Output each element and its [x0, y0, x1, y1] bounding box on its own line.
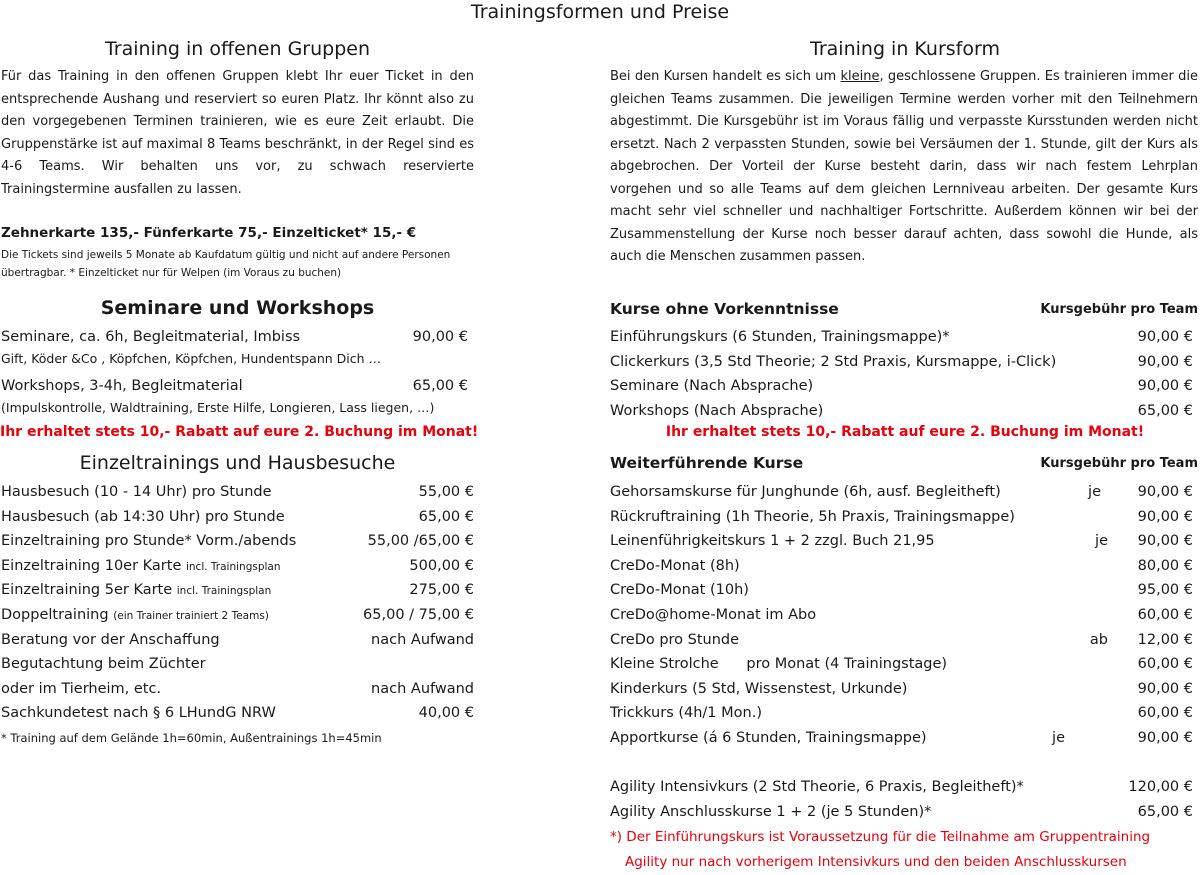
advanced-row: [610, 701, 1193, 726]
beginner-row: [610, 399, 1193, 424]
beginner-row: [610, 325, 1193, 350]
advanced-row: [610, 529, 1193, 554]
individual-row: [1, 578, 474, 603]
open-groups-heading: Training in offenen Gruppen: [104, 38, 371, 60]
individual-price: 500,00 €: [409, 557, 474, 574]
individual-label: [1, 652, 206, 678]
left-discount-note: Ihr erhaltet stets 10,- Rabatt auf eure 2. Buchung im Monat!: [0, 424, 479, 440]
individual-label: [1, 701, 276, 727]
individual-price: 275,00 €: [409, 582, 474, 599]
individual-label: [1, 677, 161, 703]
beginner-fee-label: Kursgebühr pro Team: [1040, 302, 1198, 317]
beginner-price: 90,00 €: [1137, 378, 1193, 395]
advanced-price: 90,00 €: [1137, 680, 1193, 697]
courses-paragraph: [610, 66, 1198, 269]
individual-label-text: Sachkundetest nach § 6 LHundG NRW: [1, 705, 276, 722]
advanced-row: [610, 603, 1193, 628]
beginner-price: 90,00 €: [1137, 329, 1193, 345]
advanced-label: [610, 578, 749, 603]
individual-label: [1, 628, 220, 654]
beginner-price: 90,00 €: [1137, 353, 1193, 370]
seminar-row: [1, 325, 468, 350]
advanced-label-text: Rückruftraining (1h Theorie, 5h Praxis, Trainingsmappe): [610, 508, 1015, 525]
individual-heading: Einzeltrainings und Hausbesuche: [79, 452, 396, 474]
advanced-label: [610, 726, 927, 751]
individual-row: [1, 677, 474, 702]
advanced-row: [610, 677, 1193, 702]
page-title: Trainingsformen und Preise: [470, 1, 730, 23]
advanced-qualifier: je: [1052, 730, 1065, 746]
advanced-row: [610, 578, 1193, 603]
advanced-price: 60,00 €: [1137, 656, 1193, 673]
advanced-row: [610, 628, 1193, 653]
advanced-label-text: CreDo-Monat (10h): [610, 582, 749, 599]
advanced-label: [610, 603, 816, 628]
individual-label-text: Einzeltraining 10er Karte: [1, 557, 186, 574]
individual-label-text: Begutachtung beim Züchter: [1, 656, 206, 673]
prerequisite-note-1: *) Der Einführungskurs ist Voraussetzung für die Teilnahme am Gruppentraining: [610, 829, 1151, 845]
courses-paragraph-part1: Bei den Kursen handelt es sich um: [610, 69, 841, 84]
beginner-label: [610, 325, 950, 350]
courses-heading: Training in Kursform: [810, 38, 1000, 60]
individual-label-detail: incl. Trainingsplan: [185, 560, 281, 573]
individual-row: [1, 505, 474, 530]
advanced-price: 95,00 €: [1137, 582, 1193, 599]
ticket-note-2: übertragbar. * Einzelticket nur für Welpen (im Voraus zu buchen): [1, 267, 342, 279]
advanced-label-text: Trickkurs (4h/1 Mon.): [610, 705, 762, 722]
advanced-price: 60,00 €: [1137, 607, 1193, 623]
individual-label-text: Einzeltraining pro Stunde* Vorm./abends: [1, 533, 297, 550]
beginner-label: [610, 399, 823, 424]
individual-footnote: * Training auf dem Gelände 1h=60min, Außentrainings 1h=45min: [1, 731, 382, 745]
advanced-label-text: Kleine Strolche pro Monat (4 Trainingstage): [610, 656, 948, 673]
advanced-label-text: Gehorsamskurse für Junghunde (6h, ausf. Begleitheft): [610, 484, 1001, 500]
advanced-label: [610, 652, 947, 677]
courses-paragraph-underlined: kleine: [840, 69, 880, 84]
beginner-label-text: Clickerkurs (3,5 Std Theorie; 2 Std Praxis, Kursmappe, i-Click): [610, 353, 1057, 370]
beginner-price: 65,00 €: [1137, 402, 1193, 419]
beginner-label-text: Einführungskurs (6 Stunden, Trainingsmappe)*: [610, 329, 950, 345]
workshop-row: [1, 374, 468, 399]
advanced-row: [610, 726, 1193, 751]
advanced-price: 60,00 €: [1137, 705, 1193, 722]
advanced-label: [610, 529, 935, 554]
beginner-row: [610, 374, 1193, 399]
seminar-label: Seminare, ca. 6h, Begleitmaterial, Imbiss: [1, 329, 301, 345]
individual-row: [1, 701, 474, 726]
advanced-heading: Weiterführende Kurse: [610, 454, 804, 472]
individual-price: nach Aufwand: [371, 680, 474, 697]
advanced-label-text: Apportkurse (á 6 Stunden, Trainingsmappe): [610, 730, 927, 746]
advanced-price: 90,00 €: [1137, 533, 1193, 550]
beginner-label: [610, 374, 813, 399]
advanced-label-text: Leinenführigkeitskurs 1 + 2 zzgl. Buch 21,95: [610, 533, 935, 550]
ticket-prices: Zehnerkarte 135,- Fünferkarte 75,- Einzelticket* 15,- €: [1, 225, 417, 241]
advanced-label: [610, 628, 739, 653]
individual-price: nach Aufwand: [371, 631, 474, 648]
advanced-price: 80,00 €: [1137, 557, 1193, 574]
individual-row: [1, 554, 474, 579]
individual-label: [1, 529, 296, 555]
individual-label-text: Einzeltraining 5er Karte: [1, 582, 177, 599]
individual-label-text: Hausbesuch (ab 14:30 Uhr) pro Stunde: [1, 508, 285, 525]
individual-label-text: Hausbesuch (10 - 14 Uhr) pro Stunde: [1, 484, 272, 500]
individual-price: 55,00 /65,00 €: [367, 533, 474, 550]
advanced-price: 120,00 €: [1128, 779, 1193, 796]
advanced-label-text: CreDo@home-Monat im Abo: [610, 607, 817, 623]
courses-paragraph-part2: , geschlossene Gruppen. Es trainieren immer die gleichen Teams zusammen. Die jeweiligen Termine werden vorher mit den Teilnehmern abgestimmt. Die Kursgebühr ist im Voraus fällig und verpasste Kursstunden werden nicht ersetzt. Nach 2 verpassten Stunden, sowie bei Versäumen der 1. Stunde, gilt der Kurs als abgebrochen. Der Vorteil der Kurse besteht darin, dass wir nach festem Lehrplan vorgehen und so alle Teams auf dem gleichen Lernniveau arbeiten. Der gesamte Kurs macht sehr viel schneller und nachhaltiger Fortschritte. Außerdem können wir bei der Zusammenstellung der Kurse noch besser darauf achten, dass sowohl die Hunde, als auch die Menschen zusammen passen.: [610, 69, 1199, 264]
beginner-heading: Kurse ohne Vorkenntnisse: [610, 300, 839, 318]
individual-price: 65,00 / 75,00 €: [363, 607, 474, 623]
seminar-detail: Gift, Köder &Co , Köpfchen, Köpfchen, Hundentspann Dich …: [1, 351, 381, 366]
prerequisite-note-2: Agility nur nach vorherigem Intensivkurs und den beiden Anschlusskursen: [625, 854, 1127, 870]
individual-label: [1, 603, 269, 629]
workshop-label: Workshops, 3-4h, Begleitmaterial: [1, 378, 243, 394]
advanced-price: 65,00 €: [1137, 803, 1193, 820]
advanced-qualifier: ab: [1089, 631, 1108, 648]
advanced-label: [610, 677, 907, 702]
right-discount-note: Ihr erhaltet stets 10,- Rabatt auf eure 2. Buchung im Monat!: [665, 424, 1145, 440]
beginner-label-text: Seminare (Nach Absprache): [610, 378, 814, 395]
advanced-label: [610, 505, 1015, 530]
workshop-price: 65,00 €: [412, 378, 468, 394]
individual-label-text: oder im Tierheim, etc.: [1, 680, 162, 697]
beginner-label: [610, 350, 1056, 375]
advanced-label: [610, 800, 931, 825]
individual-price: 65,00 €: [418, 508, 474, 525]
advanced-label-text: Kinderkurs (5 Std, Wissenstest, Urkunde): [610, 680, 908, 697]
advanced-row: [610, 775, 1193, 800]
advanced-row: [610, 652, 1193, 677]
advanced-label: [610, 701, 762, 726]
advanced-label-text: CreDo-Monat (8h): [610, 557, 740, 574]
seminars-heading: Seminare und Workshops: [100, 297, 375, 319]
individual-label-detail: incl. Trainingsplan: [176, 585, 272, 598]
advanced-fee-label: Kursgebühr pro Team: [1040, 456, 1198, 471]
individual-row: [1, 603, 474, 628]
advanced-label-text: Agility Anschlusskurse 1 + 2 (je 5 Stunden)*: [610, 803, 932, 820]
seminar-price: 90,00 €: [412, 329, 468, 345]
advanced-qualifier: je: [1088, 484, 1101, 500]
individual-label: [1, 578, 271, 604]
advanced-price: 90,00 €: [1137, 508, 1193, 525]
advanced-row: [610, 480, 1193, 505]
individual-price: 55,00 €: [418, 484, 474, 500]
individual-row: [1, 652, 474, 677]
individual-row: [1, 628, 474, 653]
advanced-price: 12,00 €: [1137, 631, 1193, 648]
advanced-row: [610, 554, 1193, 579]
workshop-detail: (Impulskontrolle, Waldtraining, Erste Hilfe, Longieren, Lass liegen, …): [1, 400, 435, 415]
individual-row: [1, 480, 474, 505]
individual-label-detail: (ein Trainer trainiert 2 Teams): [113, 610, 269, 622]
open-groups-paragraph: Für das Training in den offenen Gruppen klebt Ihr euer Ticket in den entsprechende Aushang und reserviert so euren Platz. Ihr könnt also zu den vorgegebenen Terminen trainieren, wie es eure Zeit erlaubt. Die Gruppenstärke ist auf maximal 8 Teams beschränkt, in der Regel sind es 4-6 Teams. Wir behalten uns vor, zu schwach reservierte Trainingstermine ausfallen zu lassen.: [1, 69, 474, 197]
advanced-label-text: CreDo pro Stunde: [610, 631, 740, 648]
beginner-row: [610, 350, 1193, 375]
ticket-note-1: Die Tickets sind jeweils 5 Monate ab Kaufdatum gültig und nicht auf andere Personen: [1, 249, 451, 261]
individual-label: [1, 480, 272, 506]
advanced-label: [610, 775, 1024, 800]
individual-row: [1, 529, 474, 554]
individual-label: [1, 554, 281, 580]
advanced-label: [610, 554, 740, 579]
individual-label: [1, 505, 285, 531]
advanced-price: 90,00 €: [1137, 484, 1193, 500]
individual-label-text: Beratung vor der Anschaffung: [1, 631, 220, 648]
advanced-price: 90,00 €: [1137, 730, 1193, 746]
advanced-row: [610, 505, 1193, 530]
advanced-label: [610, 480, 1001, 505]
individual-label-text: Doppeltraining: [1, 607, 114, 623]
advanced-row: [610, 800, 1193, 825]
beginner-label-text: Workshops (Nach Absprache): [610, 402, 824, 419]
advanced-label-text: Agility Intensivkurs (2 Std Theorie, 6 Praxis, Begleitheft)*: [610, 779, 1024, 796]
individual-price: 40,00 €: [418, 705, 474, 722]
advanced-qualifier: je: [1095, 533, 1108, 550]
